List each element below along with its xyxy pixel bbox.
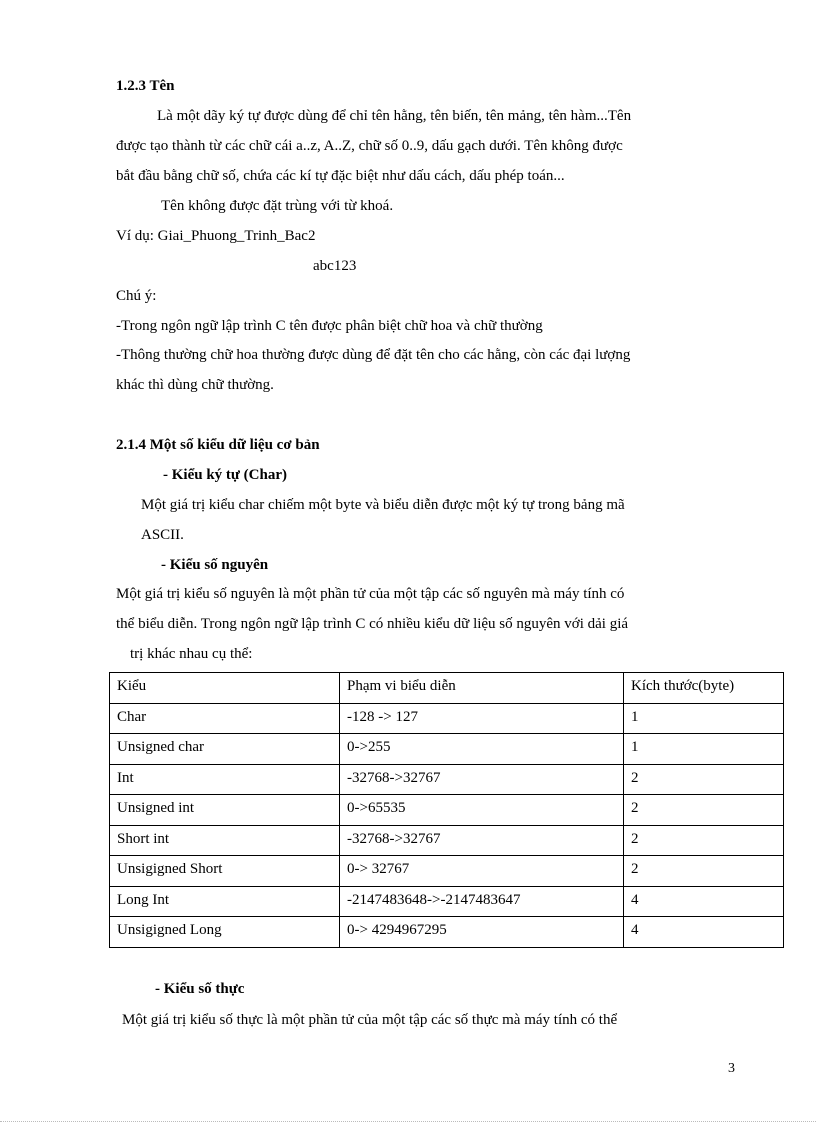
table-cell: 0->65535 (340, 795, 624, 826)
table-row (110, 917, 784, 948)
table-cell: 2 (624, 825, 784, 856)
table-cell: Unsigigned Long (110, 917, 340, 948)
table-cell: -2147483648->-2147483647 (340, 886, 624, 917)
table-header-cell: Kích thước(byte) (624, 673, 784, 704)
table-cell: -32768->32767 (340, 764, 624, 795)
table-row (110, 886, 784, 917)
subheading-real: - Kiểu số thực (155, 981, 245, 997)
table-cell: 1 (624, 734, 784, 765)
paragraph-line: ASCII. (141, 527, 184, 543)
table-header-cell: Kiểu (110, 673, 340, 704)
section-heading-1-2-3: 1.2.3 Tên (116, 78, 175, 94)
paragraph-line: Một giá trị kiểu số nguyên là một phần tử của một tập các số nguyên mà máy tính có (116, 586, 625, 602)
subheading-char: - Kiểu ký tự (Char) (163, 467, 287, 483)
table-cell: -128 -> 127 (340, 703, 624, 734)
table-cell: Short int (110, 825, 340, 856)
section-heading-2-1-4: 2.1.4 Một số kiểu dữ liệu cơ bản (116, 437, 320, 453)
note-line: -Thông thường chữ hoa thường được dùng để đặt tên cho các hằng, còn các đại lượng (116, 347, 631, 363)
table-cell: 0-> 32767 (340, 856, 624, 887)
table-cell: -32768->32767 (340, 825, 624, 856)
page-number: 3 (728, 1061, 735, 1076)
paragraph-line: trị khác nhau cụ thể: (130, 646, 253, 662)
table-row (110, 764, 784, 795)
table-cell: 2 (624, 856, 784, 887)
table-cell: 4 (624, 917, 784, 948)
page-bottom-divider (0, 1121, 816, 1122)
note-line: -Trong ngôn ngữ lập trình C tên được phân biệt chữ hoa và chữ thường (116, 318, 543, 334)
table-cell: Int (110, 764, 340, 795)
paragraph-line: Một giá trị kiểu số thực là một phần tử của một tập các số thực mà máy tính có thể (122, 1012, 618, 1028)
table-cell: 0-> 4294967295 (340, 917, 624, 948)
paragraph-line: thể biểu diễn. Trong ngôn ngữ lập trình C có nhiều kiểu dữ liệu số nguyên với dải giá (116, 616, 629, 632)
table-row (110, 734, 784, 765)
paragraph-line: được tạo thành từ các chữ cái a..z, A..Z, chữ số 0..9, dấu gạch dưới. Tên không được (116, 138, 623, 154)
table-cell: Char (110, 703, 340, 734)
table-row (110, 703, 784, 734)
paragraph-line: Là một dãy ký tự được dùng để chỉ tên hằng, tên biến, tên mảng, tên hàm...Tên (157, 108, 632, 124)
table-cell: 0->255 (340, 734, 624, 765)
table-cell: 4 (624, 886, 784, 917)
table-cell: Unsigigned Short (110, 856, 340, 887)
paragraph-line: Một giá trị kiểu char chiếm một byte và biểu diễn được một ký tự trong bảng mã (141, 497, 625, 513)
example-line: Ví dụ: Giai_Phuong_Trinh_Bac2 (116, 228, 316, 244)
table-cell: Unsigned int (110, 795, 340, 826)
table-header-row (110, 673, 784, 704)
table-row (110, 856, 784, 887)
table-cell: 1 (624, 703, 784, 734)
subheading-int: - Kiểu số nguyên (161, 557, 269, 573)
paragraph-line: Tên không được đặt trùng với từ khoá. (161, 198, 394, 214)
table-cell: Long Int (110, 886, 340, 917)
table-header-cell: Phạm vi biểu diễn (340, 673, 624, 704)
table-row (110, 795, 784, 826)
integer-types-table (109, 672, 784, 948)
table-row (110, 825, 784, 856)
note-line: khác thì dùng chữ thường. (116, 377, 274, 393)
table-cell: 2 (624, 764, 784, 795)
table-cell: Unsigned char (110, 734, 340, 765)
table-cell: 2 (624, 795, 784, 826)
note-label: Chú ý: (116, 288, 157, 304)
example-line-2: abc123 (313, 258, 357, 274)
paragraph-line: bắt đầu bằng chữ số, chứa các kí tự đặc biệt như dấu cách, dấu phép toán... (116, 168, 565, 184)
